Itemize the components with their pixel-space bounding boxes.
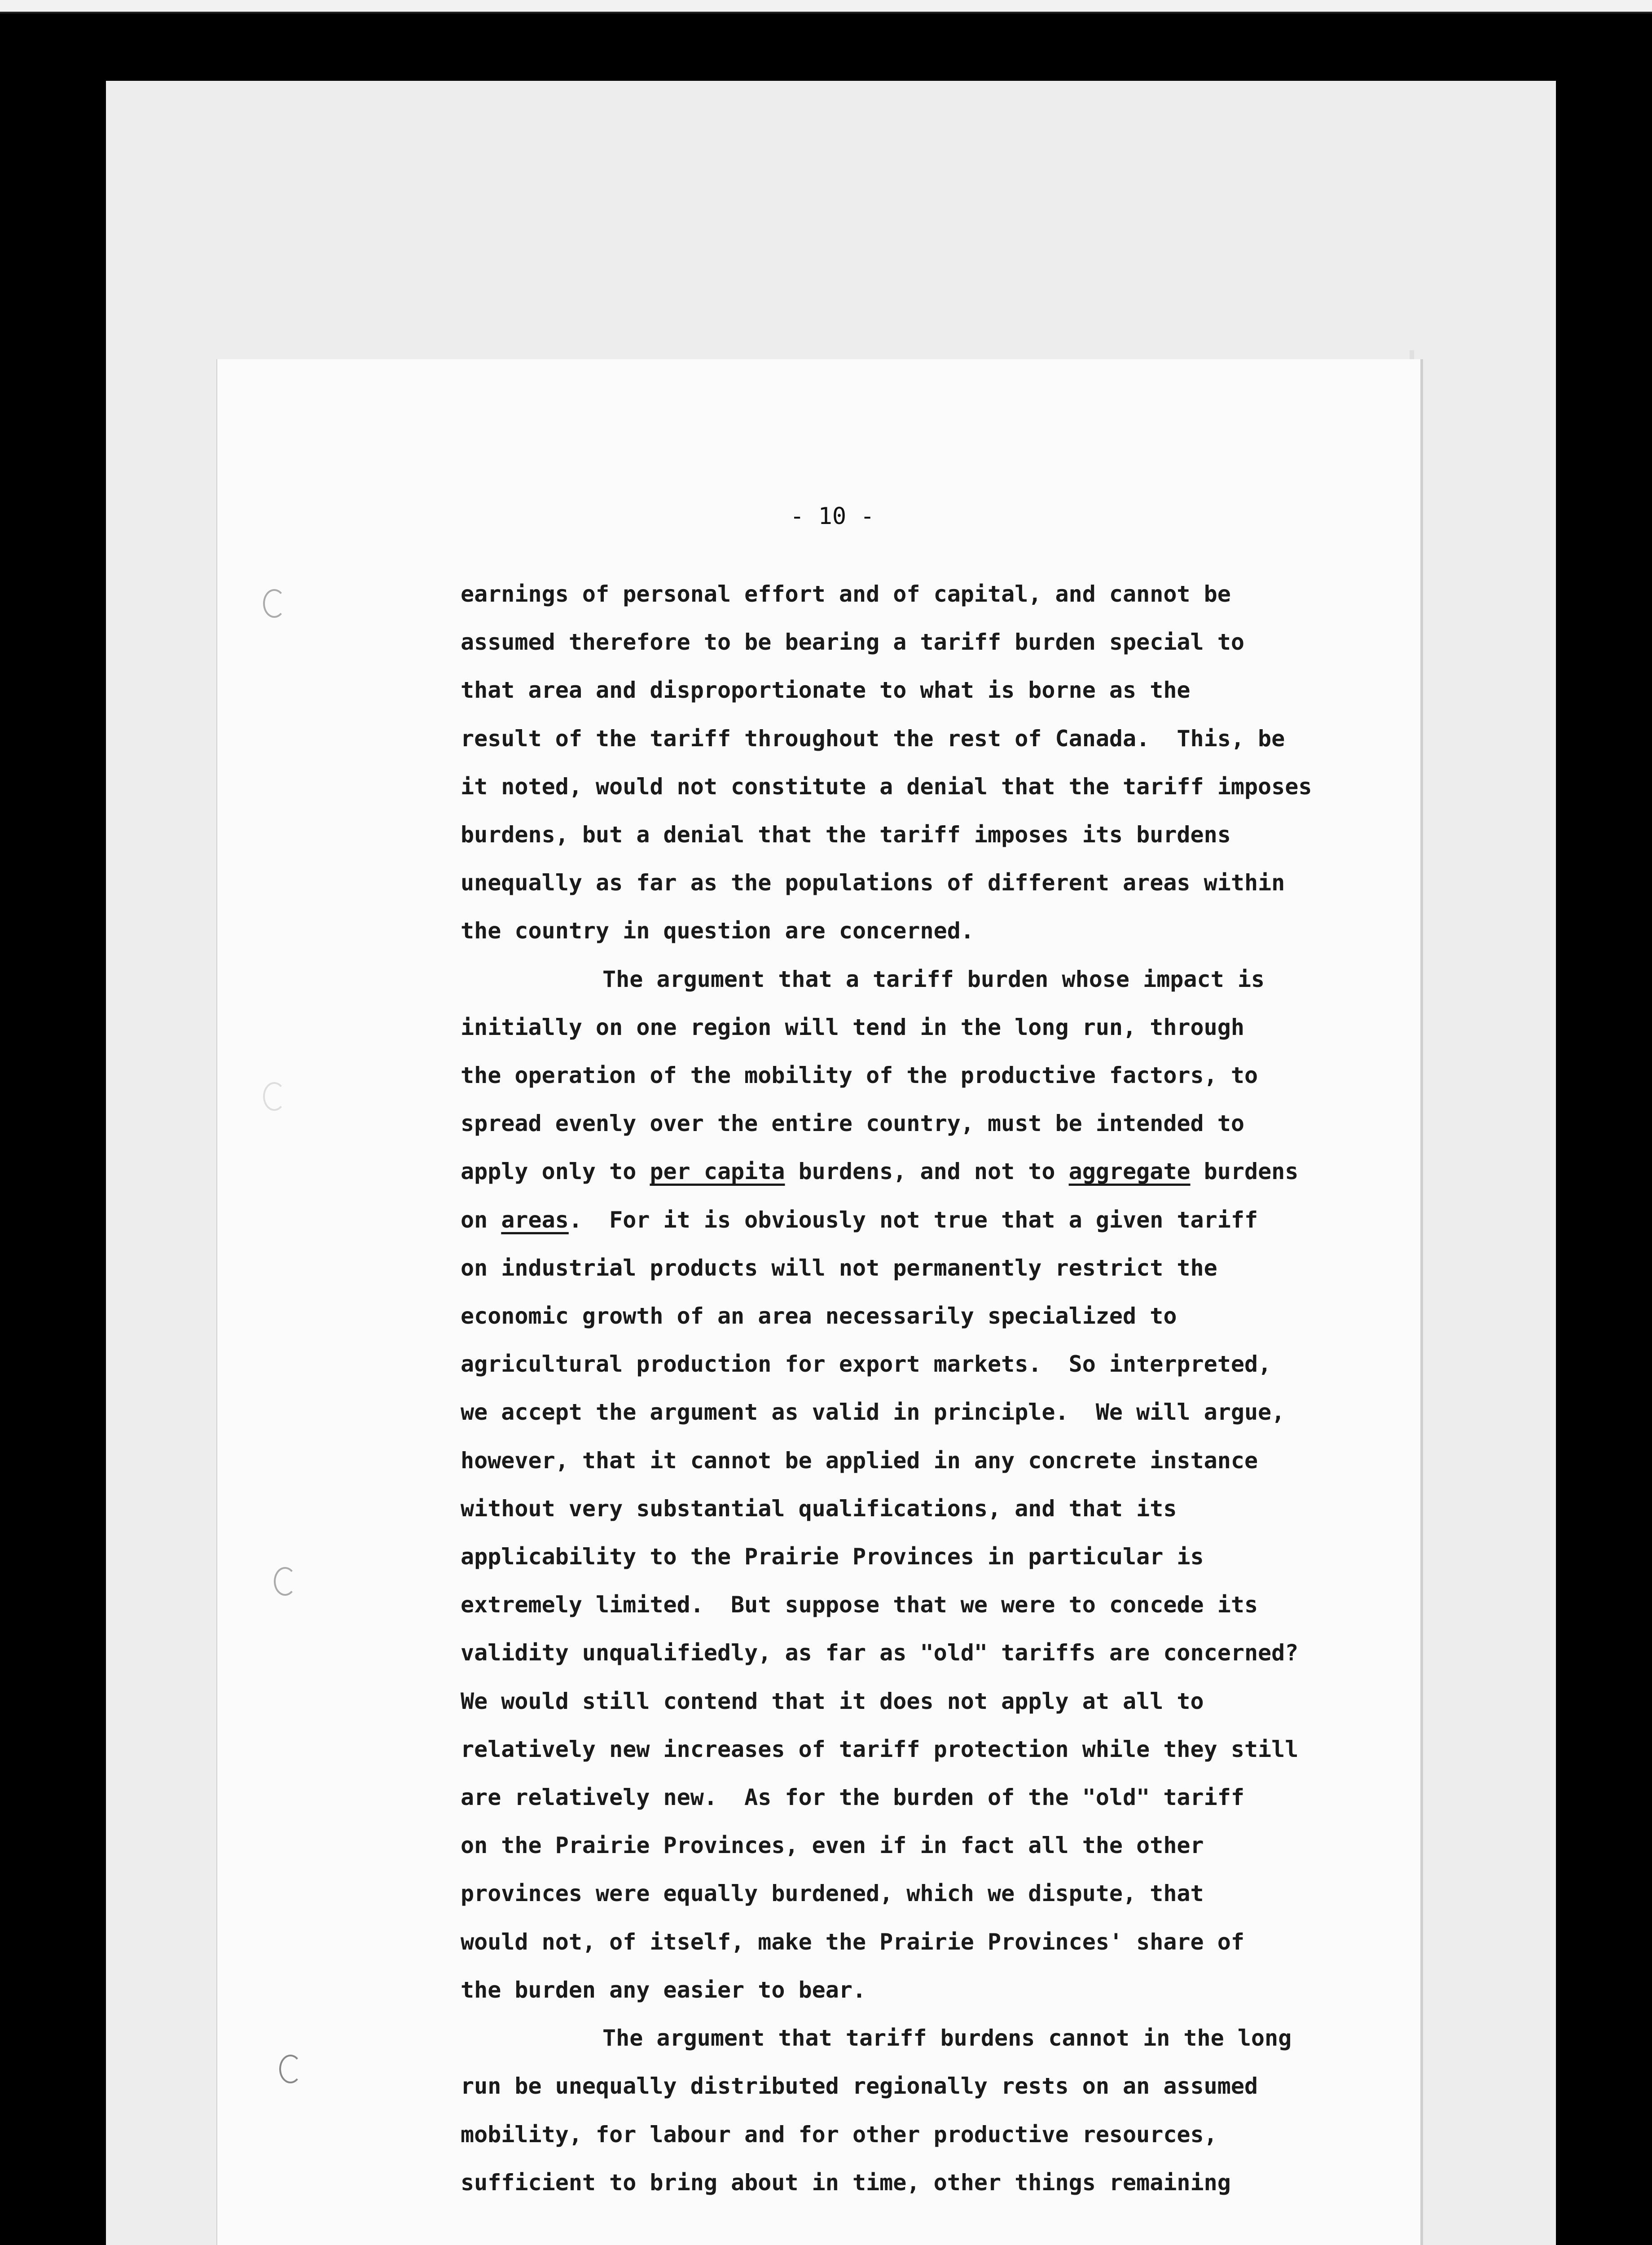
text-line: provinces were equally burdened, which we dispute, that	[461, 1880, 1204, 1907]
page-number: - 10 -	[790, 503, 874, 530]
text-line	[461, 1196, 1340, 1244]
text-line: would not, of itself, make the Prairie Provinces' share of	[461, 1928, 1244, 1955]
text-line: relatively new increases of tariff protection while they still	[461, 1736, 1299, 1762]
text-line: on industrial products will not permanently restrict the	[461, 1255, 1217, 1281]
text-line: We would still contend that it does not apply at all to	[461, 1688, 1204, 1714]
text-line: earnings of personal effort and of capital, and cannot be	[461, 581, 1231, 607]
text-line: result of the tariff throughout the rest of Canada. This, be	[461, 725, 1285, 752]
underlined-term: aggregate	[1068, 1158, 1191, 1185]
text-line: agricultural production for export markets. So interpreted,	[461, 1351, 1272, 1378]
film-top-edge	[0, 0, 1652, 13]
text-line: without very substantial qualifications, and that its	[461, 1495, 1177, 1522]
text-line: that area and disproportionate to what is borne as the	[461, 677, 1191, 704]
text-line: economic growth of an area necessarily specialized to	[461, 1303, 1177, 1329]
text-line: extremely limited. But suppose that we were to concede its	[461, 1592, 1258, 1618]
punch-hole-icon	[279, 2055, 302, 2083]
text-line: unequally as far as the populations of different areas within	[461, 870, 1285, 896]
text-line: mobility, for labour and for other productive resources,	[461, 2121, 1217, 2148]
punch-hole-icon	[263, 589, 286, 618]
underlined-term: areas	[501, 1206, 569, 1233]
punch-hole-icon	[274, 1567, 296, 1596]
text-line: on the Prairie Provinces, even if in fact all the other	[461, 1832, 1204, 1859]
text-fragment: . For it is obviously not true that a given tariff	[568, 1206, 1258, 1233]
text-line: applicability to the Prairie Provinces in particular is	[461, 1544, 1204, 1570]
text-line: validity unqualifiedly, as far as "old" tariffs are concerned?	[461, 1640, 1299, 1666]
text-fragment: burdens	[1190, 1158, 1299, 1185]
text-line: The argument that a tariff burden whose impact is	[602, 966, 1265, 992]
text-line: it noted, would not constitute a denial that the tariff imposes	[461, 773, 1312, 800]
text-line: sufficient to bring about in time, other things remaining	[461, 2169, 1231, 2196]
text-fragment: burdens, and not to	[785, 1158, 1069, 1185]
underlined-term: per capita	[650, 1158, 785, 1185]
text-fragment: apply only to	[461, 1158, 650, 1185]
text-fragment: on	[461, 1206, 501, 1233]
body-text	[461, 570, 1340, 2207]
text-line: the operation of the mobility of the productive factors, to	[461, 1062, 1258, 1089]
text-line: the burden any easier to bear.	[461, 1976, 866, 2003]
text-line: burdens, but a denial that the tariff imposes its burdens	[461, 822, 1231, 848]
text-line: the country in question are concerned.	[461, 918, 974, 944]
text-line: are relatively new. As for the burden of the "old" tariff	[461, 1784, 1244, 1811]
text-line: assumed therefore to be bearing a tariff burden special to	[461, 629, 1244, 656]
text-line: spread evenly over the entire country, must be intended to	[461, 1110, 1244, 1137]
text-line: we accept the argument as valid in principle. We will argue,	[461, 1399, 1285, 1426]
punch-hole-icon	[263, 1082, 286, 1111]
text-line: run be unequally distributed regionally rests on an assumed	[461, 2073, 1258, 2100]
text-line	[461, 1148, 1340, 1196]
text-line: The argument that tariff burdens cannot in the long	[602, 2025, 1292, 2051]
text-line: however, that it cannot be applied in any concrete instance	[461, 1447, 1258, 1474]
text-line: initially on one region will tend in the long run, through	[461, 1014, 1244, 1040]
